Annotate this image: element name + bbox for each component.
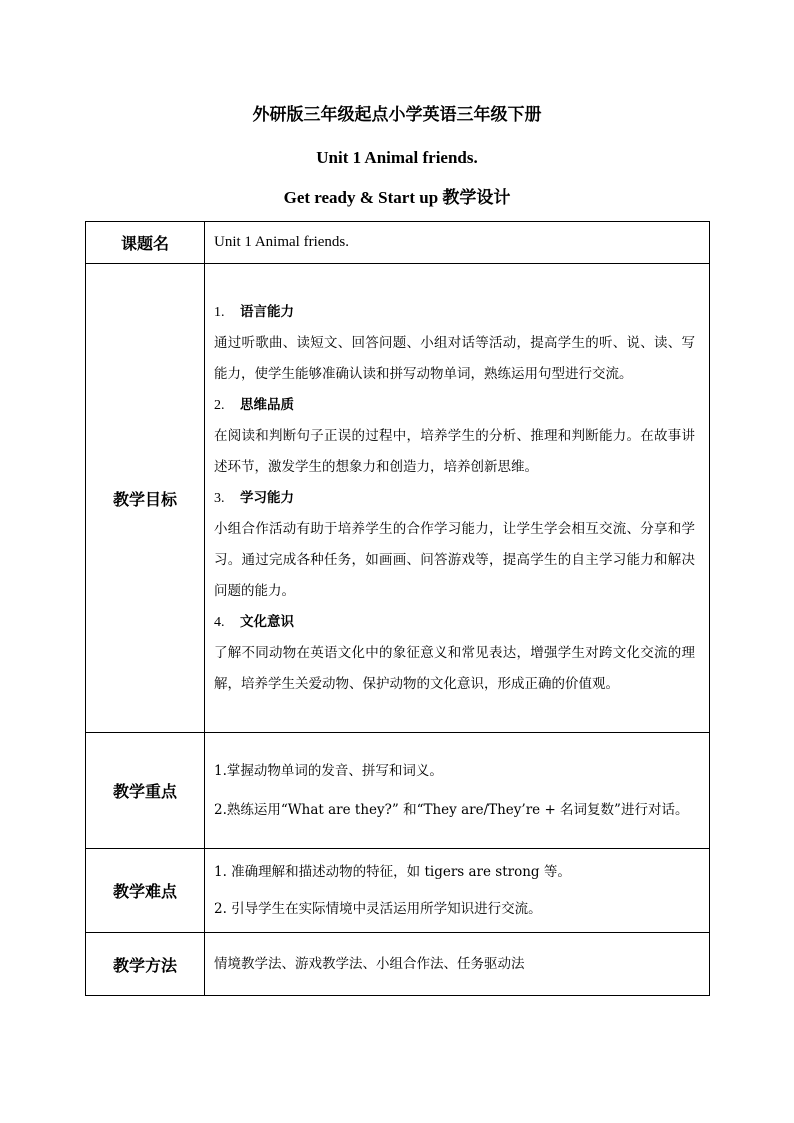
objectives-label: 教学目标 [86,264,205,733]
methods-content [205,933,710,996]
document-title: 外研版三年级起点小学英语三年级下册 [252,105,542,124]
unit-title: Unit 1 Animal friends. [316,148,478,167]
key-point-1: 1.掌握动物单词的发音、拼写和词义。 [214,762,443,779]
difficulty-1: 1. 准确理解和描述动物的特征，如 tigers are strong 等。 [214,863,571,880]
objectives-content [205,264,710,733]
topic-value-text: Unit 1 Animal friends. [214,234,349,250]
methods-text: 情境教学法、游戏教学法、小组合作法、任务驱动法 [214,955,525,972]
objective-number: 4. [214,614,225,630]
objective-heading [214,607,695,638]
table-row-key-points [86,733,710,849]
objective-heading-text: 学习能力 [240,489,294,506]
table-row-difficulties [86,849,710,933]
table-row-topic [86,222,710,264]
table-row-objectives [86,264,710,733]
objective-number: 2. [214,397,225,413]
table-row-methods [86,933,710,996]
objective-heading [214,483,695,514]
methods-label: 教学方法 [86,933,205,996]
difficulties-label: 教学难点 [86,849,205,933]
difficulties-content [205,849,710,933]
lesson-subtitle: Get ready & Start up 教学设计 [283,188,511,207]
topic-value [205,222,710,264]
objective-heading [214,297,695,328]
lesson-plan-table [85,221,710,996]
objective-text: 通过听歌曲、读短文、回答问题、小组对话等活动，提高学生的听、说、读、写能力，使学生能够准确认读和拼写动物单词，熟练运用句型进行交流。 [214,334,695,382]
key-points-label: 教学重点 [86,733,205,849]
topic-label: 课题名 [86,222,205,264]
key-point-2: 2.熟练运用“What are they?” 和“They are/They’re + 名词复数”进行对话。 [214,801,689,818]
objective-heading [214,390,695,421]
key-points-content [205,733,710,849]
objective-number: 3. [214,490,225,506]
objective-heading-text: 思维品质 [240,396,294,413]
difficulty-2: 2. 引导学生在实际情境中灵活运用所学知识进行交流。 [214,900,542,917]
objective-heading-text: 语言能力 [240,303,294,320]
objective-text: 小组合作活动有助于培养学生的合作学习能力，让学生学会相互交流、分享和学习。通过完成各种任务，如画画、问答游戏等，提高学生的自主学习能力和解决问题的能力。 [214,520,695,599]
objective-heading-text: 文化意识 [240,613,294,630]
objective-number: 1. [214,304,225,320]
objective-text: 了解不同动物在英语文化中的象征意义和常见表达，增强学生对跨文化交流的理解，培养学生关爱动物、保护动物的文化意识，形成正确的价值观。 [214,644,695,692]
objective-text: 在阅读和判断句子正误的过程中，培养学生的分析、推理和判断能力。在故事讲述环节，激发学生的想象力和创造力，培养创新思维。 [214,427,695,475]
